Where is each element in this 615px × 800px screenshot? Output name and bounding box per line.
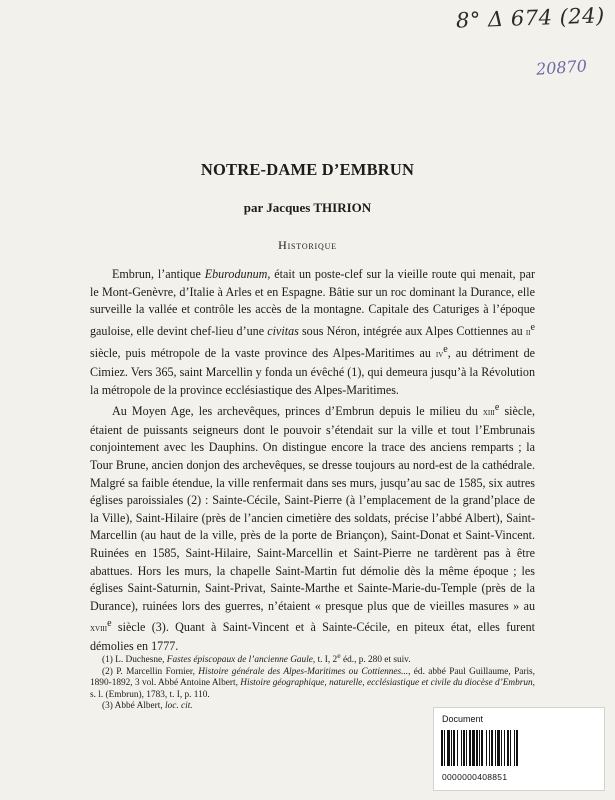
- footnote-2: (2) P. Marcellin Fornier, Histoire générale des Alpes-Maritimes ou Cottiennes..., éd. abbé Paul Guillaume, Paris, 1890-1892, 3 vol. Abbé Antoine Albert, Histoire géographique, naturelle, ecclésiastique et civile du diocèse d’Embrun, s. l. (Embrun), 1783, t. I, p. 110.: [90, 666, 535, 700]
- barcode-number: 0000000408851: [442, 772, 508, 782]
- footnotes: [90, 650, 535, 713]
- article-title: NOTRE-DAME D’EMBRUN: [200, 160, 415, 179]
- handwritten-inventory-number: 20870: [535, 56, 588, 79]
- article-body: [90, 266, 535, 656]
- barcode-icon: [441, 730, 551, 766]
- paragraph-1: Embrun, l’antique Eburodunum, était un poste-clef sur la vieille route qui menait, par le Mont-Genèvre, d’Italie à Arles et en Espagne. Bâtie sur un roc dominant la Durance, elle surveille la vallée et contrôle les accès de la montagne. Capitale des Caturiges à l’époque gauloise, elle devint chef-lieu d’une civitas sous Néron, intégrée aux Alpes Cottiennes au $ii^e$ siècle, puis métropole de la vaste province des Alpes-Maritimes au $iv^e$, au détriment de Cimiez. Vers 365, saint Marcellin y fonda un évêché (1), qui demeura jusqu’à la Révolution la métropole de la province ecclésiastique des Alpes-Maritimes.: [90, 267, 535, 397]
- paragraph-2: Au Moyen Age, les archevêques, princes d’Embrun depuis le milieu du xiii$^e$ siècle, étaient de puissants seigneurs dont le pouvoir s’étendait sur la ville et tout l’Embrunais conjointement avec les Dauphins. On distingue encore la trace des anciens remparts ; la Tour Brune, ancien donjon des archevêques, se dresse toujours au nord-est de la cathédrale. Malgré sa faible étendue, la ville renfermait dans ses murs, jusqu’au sac de 1585, six autres églises paroissiales (2) : Sainte-Cécile, Saint-Pierre (à l’emplacement de la grand’place de la Ville), Saint-Hilaire (près de l’ancien cimetière des soldats, précise l’abbé Albert), Saint-Marcellin (au haut de la ville, près de la porte de Briançon), Saint-Donat et Saint-Vincent. Ruinées en 1585, Saint-Hilaire, Saint-Marcellin et Saint-Pierre ne tardèrent pas à être abattues. Hors les murs, la chapelle Saint-Martin fut démolie dès la même époque ; les églises Saint-Saturnin, Saint-Privat, Sainte-Marthe et Sainte-Marie-du-Temple (près de la Durance), ruinées lors des guerres, n’étaient « presque plus que de vieilles masures » au xviii$^e$ siècle (3). Quant à Saint-Vincent et à Sainte-Cécile, en piteux état, elles furent démolies en 1777.: [90, 402, 536, 653]
- handwritten-shelfmark: 8° Δ 674 (24): [455, 3, 606, 33]
- section-heading: Historique: [278, 238, 337, 252]
- footnote-1: (1) L. Duchesne, Fastes épiscopaux de l’ancienne Gaule, t. I, 2e éd., p. 280 et suiv.: [102, 651, 411, 666]
- barcode-label: [433, 707, 605, 791]
- footnote-3: (3) Abbé Albert, loc. cit.: [102, 701, 193, 712]
- article-author: par Jacques THIRION: [243, 200, 372, 215]
- barcode-label-title: Document: [442, 714, 484, 724]
